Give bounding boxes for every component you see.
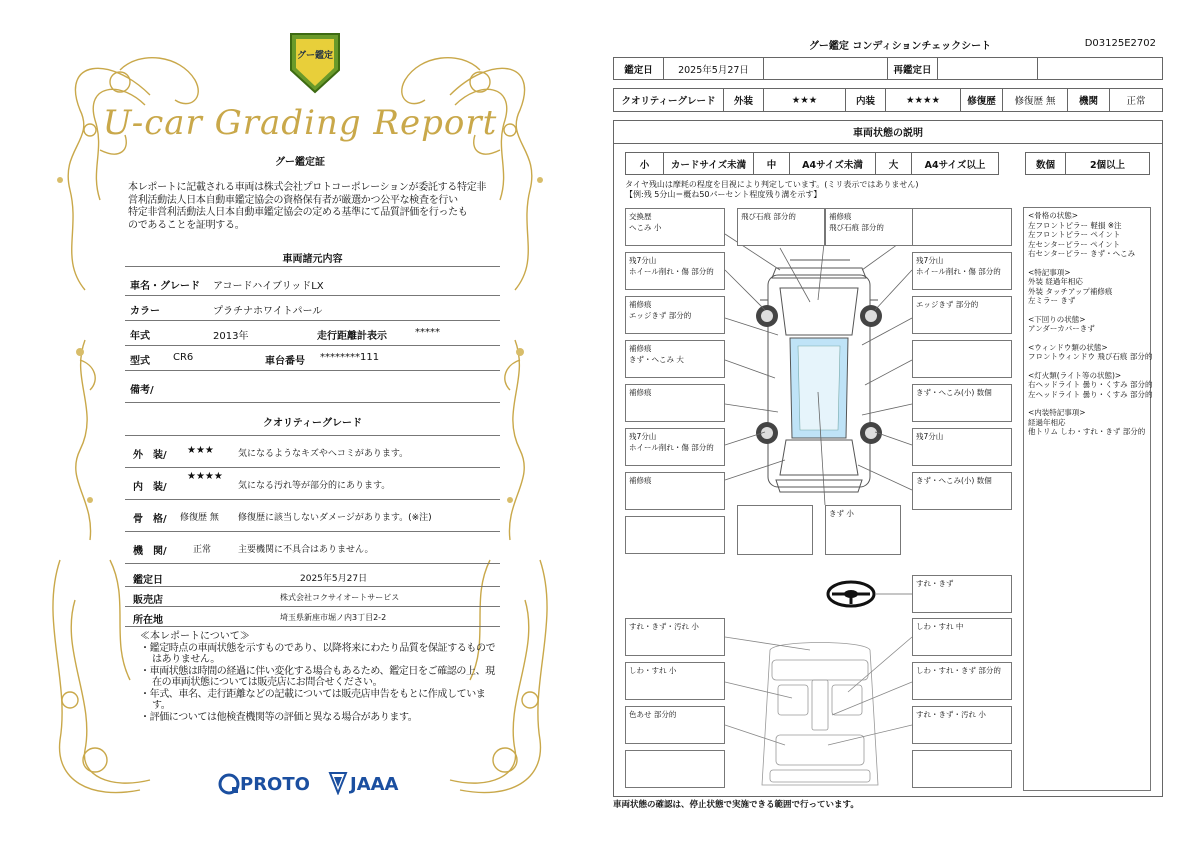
spec-row-color	[125, 296, 500, 321]
panel-gap	[1028, 259, 1146, 268]
int-label: 内装	[846, 89, 886, 111]
panel-line: 経過年相応	[1028, 417, 1066, 427]
legend-small: 小	[626, 153, 664, 174]
color-value: プラチナホワイトパール	[213, 306, 323, 317]
quality-row-interior	[125, 468, 500, 500]
damage-box	[912, 208, 1012, 246]
shop-value: 株式会社コクサイオートサービス	[280, 593, 400, 602]
report-notes	[140, 631, 500, 723]
state-heading: 車両状態の説明	[613, 120, 1163, 144]
panel-line: 他トリム しわ・すれ・きず 部分的	[1028, 427, 1146, 436]
condition-details-panel	[1023, 207, 1151, 791]
damage-box	[825, 208, 913, 246]
damage-text: きず 小	[829, 509, 854, 518]
spec-row-type	[125, 346, 500, 371]
damage-text: しわ・すれ 小	[629, 666, 677, 675]
shop-row-date	[125, 567, 500, 587]
engine-value: 正常	[193, 545, 212, 555]
chassis-value: ********111	[320, 352, 380, 363]
engine-text: 主要機関に不具合はありません。	[238, 545, 374, 555]
damage-box	[625, 516, 725, 554]
panel-line: 左ヘッドライト 曇り・くすみ 部分的	[1028, 389, 1153, 399]
shop-label: 販売店	[133, 595, 163, 606]
damage-text: 補修痕	[629, 476, 652, 485]
damage-box	[625, 706, 725, 744]
ext-stars: ★★★	[764, 89, 846, 111]
interior-stars: ★★★★	[187, 471, 223, 482]
sheet-footer: 車両状態の確認は、停止状態で実施できる範囲で行っています。	[613, 800, 859, 810]
damage-text: すれ・きず・汚れ 小	[629, 622, 699, 631]
damage-box	[737, 505, 813, 555]
damage-box	[625, 208, 725, 246]
interior-label: 内 装/	[133, 482, 167, 493]
damage-text: きず・へこみ(小) 数個	[916, 388, 992, 397]
notes-heading: ≪本レポートについて≫	[140, 631, 250, 642]
spec-row-model	[125, 271, 500, 296]
legend-count: 数個	[1026, 153, 1066, 174]
panel-heading: <特記事項>	[1028, 267, 1071, 277]
quality-label: クオリティーグレード	[614, 89, 724, 111]
damage-text: すれ・きず	[916, 579, 954, 588]
ext-label: 外装	[724, 89, 764, 111]
doc-id: D03125E2702	[1084, 38, 1156, 49]
damage-text: 残7分山 ホイール削れ・傷 部分的	[916, 256, 1001, 276]
frame-label: 骨 格/	[133, 514, 167, 525]
panel-line: 右センターピラー きず・へこみ	[1028, 249, 1136, 258]
panel-gap	[1028, 362, 1146, 371]
damage-text: 補修痕 エッジきず 部分的	[629, 300, 692, 320]
damage-box	[625, 340, 725, 378]
year-label: 年式	[130, 331, 150, 342]
damage-box	[912, 662, 1012, 700]
int-stars: ★★★★	[886, 89, 961, 111]
damage-text: しわ・すれ・きず 部分的	[916, 666, 1001, 675]
frame-value: 修復歴 無	[180, 513, 219, 523]
damage-box	[912, 575, 1012, 613]
proto-logo-mark	[218, 773, 240, 795]
damage-box	[912, 252, 1012, 290]
spec-heading: 車両諸元内容	[282, 254, 343, 265]
panel-gap	[1028, 334, 1146, 343]
damage-box	[912, 706, 1012, 744]
interior-text: 気になる汚れ等が部分的にあります。	[238, 481, 391, 491]
cert-line: 本レポートに記載される車両は株式会社プロトコーポレーションが委託する特定非	[128, 182, 487, 193]
damage-box	[912, 340, 1012, 378]
remarks-label: 備考/	[130, 385, 154, 396]
damage-box	[625, 618, 725, 656]
panel-line: 左フロントピラー 軽損 ※注	[1028, 220, 1122, 230]
date-label: 鑑定日	[133, 575, 163, 586]
damage-text: しわ・すれ 中	[916, 622, 964, 631]
shop-row-address	[125, 607, 500, 627]
legend-large: 大	[876, 153, 912, 174]
sheet-title: グー鑑定 コンディションチェックシート	[808, 41, 992, 52]
quality-row-exterior	[125, 436, 500, 468]
damage-text: きず・へこみ(小) 数個	[916, 476, 992, 485]
cert-heading: グー鑑定証	[275, 157, 325, 168]
type-value: CR6	[173, 352, 194, 363]
cert-line: 特定非営利活動法人日本自動車鑑定協会の定める基準にて品質評価を行ったも	[128, 207, 468, 218]
mileage-label: 走行距離計表示	[317, 331, 387, 342]
shop-row-name	[125, 587, 500, 607]
damage-box	[625, 384, 725, 422]
tire-example: 【例:残 5分山＝概ね50パーセント程度残り溝を示す】	[625, 190, 822, 199]
panel-heading: <骨格の状態>	[1028, 211, 1079, 220]
exterior-label: 外 装/	[133, 450, 167, 461]
condition-check-sheet	[600, 0, 1200, 848]
panel-heading: <内装特記事項>	[1028, 408, 1086, 417]
damage-box	[912, 750, 1012, 788]
type-label: 型式	[130, 356, 150, 367]
quality-row-frame	[125, 500, 500, 532]
address-value: 埼玉県新座市堀ノ内3丁目2-2	[280, 613, 387, 622]
divider	[125, 266, 500, 267]
engine-value: 正常	[1126, 96, 1146, 107]
note-item: ・年式、車名、走行距離などの記載については販売店申告をもとに作成しています。	[140, 688, 486, 711]
damage-box	[625, 252, 725, 290]
damage-box	[912, 296, 1012, 334]
panel-heading: <下回りの状態>	[1028, 314, 1086, 324]
damage-text: 残7分山 ホイール削れ・傷 部分的	[629, 256, 714, 276]
date-label: 鑑定日	[614, 58, 664, 79]
panel-line: 外装 経過年相応	[1028, 277, 1083, 286]
panel-gap	[1028, 399, 1146, 408]
note-item: ・車両状態は時間の経過に伴い変化する場合もあるため、鑑定日をご確認の上、現在の車両状態については販売店にお問合せください。	[140, 665, 495, 688]
damage-box	[912, 618, 1012, 656]
damage-box	[912, 428, 1012, 466]
repair-value: 修復歴 無	[1003, 89, 1068, 111]
color-label: カラー	[130, 306, 160, 317]
script-title: U-car Grading Report	[102, 103, 498, 143]
damage-box	[625, 750, 725, 788]
model-label: 車名・グレード	[130, 281, 200, 292]
damage-text: 色あせ 部分的	[629, 710, 677, 719]
damage-text: エッジきず 部分的	[916, 300, 979, 309]
year-value: 2013年	[213, 331, 249, 342]
panel-line: アンダーカバーきず	[1028, 324, 1095, 333]
legend-small-desc: カードサイズ未満	[664, 153, 754, 174]
damage-text: 飛び石痕 部分的	[741, 212, 796, 221]
panel-line: 左フロントピラー ペイント	[1028, 230, 1121, 239]
note-item: ・評価については他検査機関等の評価と異なる場合があります。	[140, 711, 418, 723]
tire-note: タイヤ残山は摩耗の程度を目視により判定しています。(ミリ表示ではありません)	[625, 180, 919, 189]
damage-text: 残7分山	[916, 432, 944, 441]
quality-heading: クオリティーグレード	[263, 418, 362, 429]
damage-box	[912, 384, 1012, 422]
frame-text: 修復歴に該当しないダメージがあります。(※注)	[238, 513, 432, 523]
note-item: ・鑑定時点の車両状態を示すものであり、以降将来にわたり品質を保証するものではありません。	[140, 642, 496, 665]
address-label: 所在地	[133, 615, 163, 626]
damage-box	[625, 428, 725, 466]
panel-line: フロントウィンドウ 飛び石痕 部分的	[1028, 352, 1153, 361]
reinspect-label: 再鑑定日	[888, 58, 938, 79]
panel-line: 右ヘッドライト 曇り・くすみ 部分的	[1028, 380, 1153, 389]
panel-line: 外装 タッチアップ補修痕	[1028, 286, 1113, 296]
cert-line: のであることを証明する。	[128, 219, 245, 231]
damage-box	[825, 505, 901, 555]
exterior-text: 気になるようなキズやヘコミがあります。	[238, 449, 409, 459]
badge-label: グー鑑定	[296, 51, 333, 61]
engine-label: 機 関/	[133, 546, 167, 557]
legend-count-desc: 2個以上	[1089, 159, 1126, 171]
legend-medium: 中	[754, 153, 790, 174]
chassis-label: 車台番号	[265, 356, 305, 367]
panel-line: 左センターピラー ペイント	[1028, 239, 1121, 249]
legend-medium-desc: A4サイズ未満	[790, 153, 876, 174]
damage-text: 補修痕 きず・へこみ 大	[629, 344, 684, 364]
cert-line: 営利活動法人日本自動車鑑定協会の資格保有者が厳選かつ公平な検査を行い	[128, 194, 458, 206]
damage-text: 補修痕	[629, 388, 652, 397]
jaaa-logo: JAAA	[350, 774, 399, 795]
panel-gap	[1028, 306, 1146, 315]
damage-box	[912, 472, 1012, 510]
damage-box	[625, 296, 725, 334]
panel-line: 左ミラー きず	[1028, 296, 1076, 305]
model-value: アコードハイブリッドLX	[213, 281, 324, 292]
proto-logo: PROTO	[240, 774, 310, 795]
date-value: 2025年5月27日	[664, 58, 764, 79]
goo-badge	[287, 30, 343, 94]
damage-text: 残7分山 ホイール削れ・傷 部分的	[629, 432, 714, 452]
jaaa-logo-mark	[328, 771, 348, 795]
repair-label: 修復歴	[961, 89, 1003, 111]
damage-box	[625, 472, 725, 510]
mileage-value: *****	[415, 327, 440, 338]
damage-box	[737, 208, 825, 246]
spec-row-remarks	[125, 371, 500, 403]
cert-body	[128, 182, 498, 232]
engine-label: 機関	[1068, 89, 1110, 111]
panel-heading: <ウィンドウ類の状態>	[1028, 342, 1108, 352]
spec-row-year	[125, 321, 500, 346]
damage-text: すれ・きず・汚れ 小	[916, 710, 986, 719]
damage-text: 交換歴 へこみ 小	[629, 212, 662, 232]
damage-text: 補修痕 飛び石痕 部分的	[829, 212, 884, 232]
quality-row-engine	[125, 532, 500, 564]
date-value: 2025年5月27日	[300, 574, 368, 584]
damage-box	[625, 662, 725, 700]
exterior-stars: ★★★	[187, 445, 214, 456]
panel-heading: <灯火類(ライト等の状態)>	[1028, 370, 1122, 380]
legend-large-desc: A4サイズ以上	[924, 159, 986, 171]
